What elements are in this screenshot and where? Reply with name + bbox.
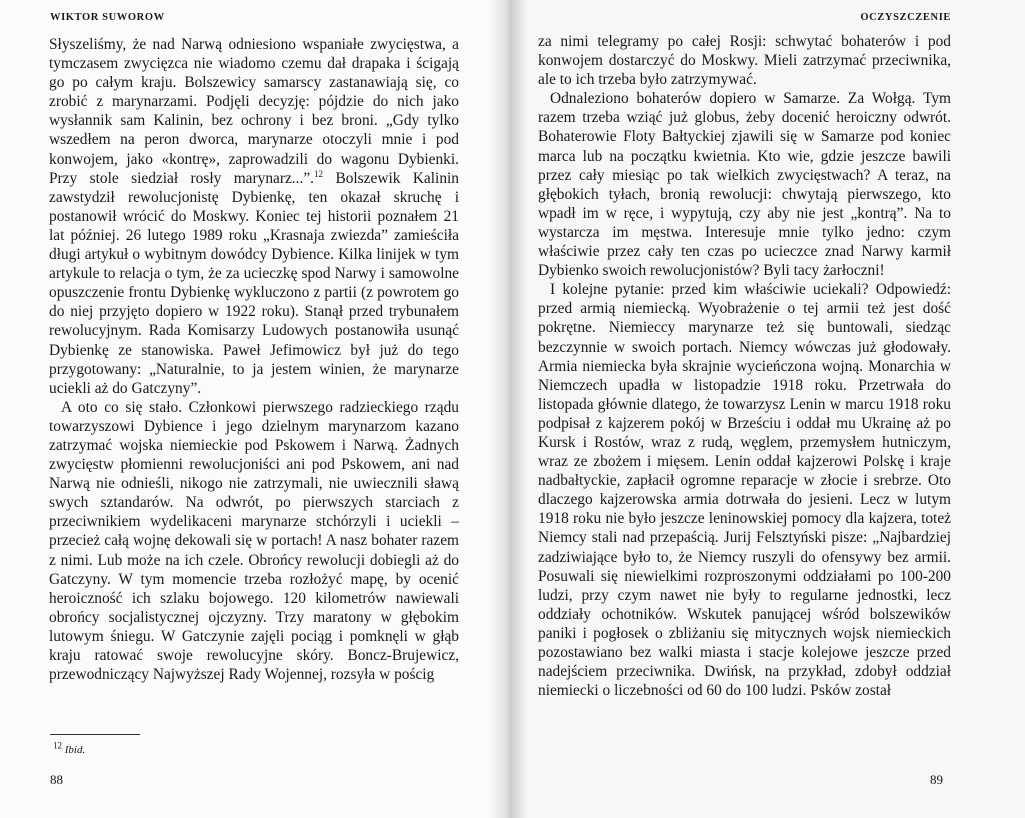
right-page-body xyxy=(538,32,951,700)
paragraph-text: Bolszewik Kalinin zawstydził rewolucjonistę Dybienkę, ten okazał skruchę i postanowił wrócić do Moskwy. Koniec tej historii poznałem 21 lat później. 26 lutego 1989 roku „Krasnaja zwiezda” zamieściła długi artykuł o wybitnym dowódcy Dybience. Kilka linijek w tym artykule to relacja o tym, że za ucieczkę spod Narwy i samowolne opuszczenie frontu Dybienkę wykluczono z partii (z powrotem go do niej przyjęto dopiero w 1922 roku). Stanął przed trybunałem rewolucyjnym. Rada Komisarzy Ludowych postanowiła usunąć Dybienkę ze stanowiska. Paweł Jefimowicz był już do tego przygotowany: „Naturalnie, to ja jestem winien, że marynarze uciekli aż do Gatczyny”. xyxy=(49,169,459,397)
footnote-number: 12 xyxy=(53,740,62,751)
footnote-text: Ibid. xyxy=(64,744,86,756)
footnote xyxy=(53,740,86,756)
left-page-body xyxy=(49,35,459,684)
page-number: 88 xyxy=(50,772,63,787)
footnote-divider xyxy=(50,734,140,735)
paragraph: Odnaleziono bohaterów dopiero w Samarze. Za Wołgą. Tym razem trzeba wziąć już globus, żeby docenić heroiczny odwrót. Bohaterowie Floty Bałtyckiej zjawili się w Samarze pod koniec marca lub na początku kwietnia. Kto wie, gdzie jeszcze bawili przez cały miesiąc po tak wielkich zwycięstwach? A teraz, na głębokich tyłach, bronią rewolucji: chwytają pierwszego, kto wpadł im w ręce, i wypytują, czy aby nie jest „kontrą”. Na to wystarcza im męstwa. Interesuje mnie tylko jedno: czym właściwie przez cały ten czas po ucieczce znad Narwy karmił Dybienko swoich rewolucjonistów? Byli tacy żarłoczni! xyxy=(538,90,951,280)
running-header-chapter: OCZYSZCZENIE xyxy=(860,12,951,23)
paragraph-text: Słyszeliśmy, że nad Narwą odniesiono wspaniałe zwycięstwa, a tymczasem zwycięzca nie wiadomo czemu dał drapaka i ścigają go po całym kraju. Bolszewicy samarscy zastanawiają się, co zrobić z marynarzami. Podjęli decyzję: pójdzie do nich jako wysłannik sam Kalinin, bez ochrony i bez broni. „Gdy tylko wszedłem na peron dworca, marynarze otoczyli mnie i pod konwojem, jako «kontrę», zaprowadzili do wagonu Dybienki. Przy stole siedział rosły marynarz...”. xyxy=(49,36,459,187)
paragraph-text: A oto co się stało. Członkowi pierwszego radzieckiego rządu towarzyszowi Dybience i jego dzielnym marynarzom kazano zatrzymać wojska niemieckie pod Pskowem i Narwą. Żadnych zwycięstw płomienni rewolucjoniści ani pod Pskowem, ani nad Narwą nie odnieśli, nikogo nie zatrzymali, nie uwiecznili sławą swych sztandarów. Na odwrót, po pierwszych starciach z przeciwnikiem wydelikaceni marynarze stchórzyli i uciekli – przecież całą wojnę dekowali się w portach! A nasz bohater razem z nimi. Lub może na ich czele. Obrońcy rewolucji dobiegli aż do Gatczyny. W tym momencie trzeba rozłożyć mapę, by ocenić heroiczność ich szlaku bojowego. 120 kilometrów nawiewali obrońcy socjalistycznej ojczyzny. Trzy maratony w głębokim lutowym śniegu. W Gatczynie zajęli pociąg i pomknęli w głąb kraju ratować swoje rewolucyjne skóry. Boncz-Brujewicz, przewodniczący Najwyższej Rady Wojennej, rozsyła w pościg xyxy=(49,398,459,684)
paragraph xyxy=(49,398,459,684)
left-page xyxy=(0,0,510,818)
paragraph: za nimi telegramy po całej Rosji: schwytać bohaterów i pod konwojem dostarczyć do Moskwy. Mieli zatrzymać przeciwnika, ale to ich trzeba było zatrzymywać. xyxy=(538,33,951,89)
footnote-reference: 12 xyxy=(314,168,324,179)
paragraph xyxy=(49,35,459,398)
running-header-author: WIKTOR SUWOROW xyxy=(50,12,165,23)
page-number: 89 xyxy=(930,772,943,787)
book-gutter-shadow xyxy=(488,0,528,818)
right-page xyxy=(510,0,1025,818)
paragraph: I kolejne pytanie: przed kim właściwie uciekali? Odpowiedź: przed armią niemiecką. Wyobrażenie o tej armii też jest dość pokrętne. Niemieccy marynarze też się buntowali, siedząc bezczynnie w swoich portach. Niemcy wówczas już głodowały. Armia niemiecka była skrajnie wycieńczona wojną. Monarchia w Niemczech upadła w listopadzie 1918 roku. Przetrwała do listopada głównie dlatego, że towarzysz Lenin w marcu 1918 roku podpisał z kajzerem pokój w Brześciu i oddał mu Ukrainę aż po Kursk i Rostów, wraz z rudą, węglem, przemysłem hutniczym, wraz ze zbożem i mięsem. Lenin oddał kajzerowi Polskę i kraje nadbałtyckie, zapłacił ogromne reparacje w złocie i srebrze. Oto dlaczego kajzerowska armia dotrwała do jesieni. Lecz w lutym 1918 roku nie było jeszcze leninowskiej pomocy dla kajzera, toteż Niemcy stali nad przepaścią. Jurij Felsztyński pisze: „Najbardziej zadziwiające było to, że Niemcy ruszyli do ofensywy bez armii. Posuwali się niewielkimi rozproszonymi oddziałami po 100-200 ludzi, przy czym nawet nie były to regularne jednostki, lecz oddziały ochotników. Wskutek panującej wśród bolszewików paniki i pogłosek o zbliżaniu się mitycznych wojsk niemieckich pozostawiano bez walki miasta i stacje kolejowe jeszcze przed nadejściem przeciwnika. Dwińsk, na przykład, zdobył oddział niemiecki o liczebności od 60 do 100 ludzi. Psków został xyxy=(538,281,951,700)
